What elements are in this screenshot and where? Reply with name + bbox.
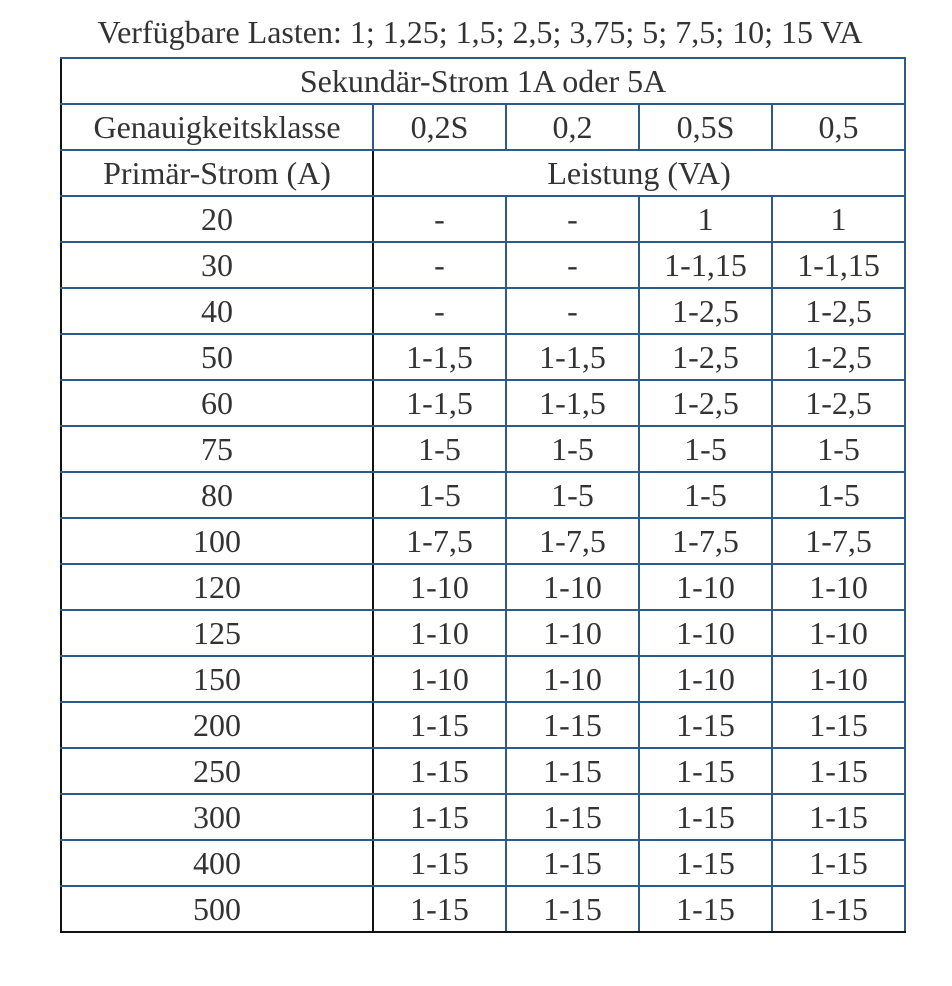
primary-current-cell: 125	[61, 610, 373, 656]
primary-current-row	[61, 150, 905, 196]
power-cell: 1-10	[506, 610, 639, 656]
power-cell: 1-2,5	[639, 334, 772, 380]
power-cell: 1-10	[506, 656, 639, 702]
class-header-0-5s: 0,5S	[639, 104, 772, 150]
primary-current-cell: 150	[61, 656, 373, 702]
primary-current-cell: 250	[61, 748, 373, 794]
table-row	[61, 426, 905, 472]
primary-current-cell: 60	[61, 380, 373, 426]
power-cell: 1-10	[639, 656, 772, 702]
power-cell: 1-1,5	[506, 380, 639, 426]
power-cell: 1-5	[373, 472, 506, 518]
power-cell: 1-5	[639, 426, 772, 472]
accuracy-class-row	[61, 104, 905, 150]
primary-current-cell: 120	[61, 564, 373, 610]
secondary-current-header: Sekundär-Strom 1A oder 5A	[61, 58, 905, 104]
table-row	[61, 886, 905, 932]
power-cell: 1-7,5	[639, 518, 772, 564]
power-cell: 1-2,5	[772, 334, 905, 380]
power-cell: 1-7,5	[772, 518, 905, 564]
power-cell: 1-10	[772, 564, 905, 610]
power-cell: 1-15	[772, 886, 905, 932]
table-row	[61, 656, 905, 702]
power-cell: 1-15	[772, 702, 905, 748]
power-cell: 1-10	[506, 564, 639, 610]
power-cell: 1-15	[506, 886, 639, 932]
table-row	[61, 564, 905, 610]
power-cell: -	[373, 242, 506, 288]
class-header-0-2: 0,2	[506, 104, 639, 150]
power-cell: 1-1,15	[639, 242, 772, 288]
loads-caption: Verfügbare Lasten: 1; 1,25; 1,5; 2,5; 3,75; 5; 7,5; 10; 15 VA	[97, 14, 863, 50]
power-cell: 1-2,5	[639, 288, 772, 334]
power-cell: -	[373, 288, 506, 334]
power-cell: 1-15	[373, 702, 506, 748]
table-row	[61, 794, 905, 840]
power-cell: 1-15	[639, 840, 772, 886]
primary-current-cell: 400	[61, 840, 373, 886]
power-cell: 1-1,5	[506, 334, 639, 380]
class-header-0-5: 0,5	[772, 104, 905, 150]
primary-current-cell: 50	[61, 334, 373, 380]
power-cell: 1-5	[639, 472, 772, 518]
accuracy-class-label: Genauigkeitsklasse	[61, 104, 373, 150]
power-cell: 1-5	[506, 472, 639, 518]
power-cell: 1-7,5	[373, 518, 506, 564]
power-cell: 1	[772, 196, 905, 242]
power-cell: 1-15	[373, 886, 506, 932]
class-header-0-2s: 0,2S	[373, 104, 506, 150]
power-cell: 1-15	[639, 886, 772, 932]
power-cell: 1-5	[772, 426, 905, 472]
table-row	[61, 518, 905, 564]
power-cell: 1-10	[639, 610, 772, 656]
power-cell: -	[506, 196, 639, 242]
power-cell: 1-1,15	[772, 242, 905, 288]
power-cell: 1-15	[506, 702, 639, 748]
power-cell: 1-2,5	[772, 288, 905, 334]
power-cell: 1-7,5	[506, 518, 639, 564]
power-cell: -	[373, 196, 506, 242]
table-row	[61, 610, 905, 656]
table-row	[61, 840, 905, 886]
primary-current-cell: 20	[61, 196, 373, 242]
power-cell: 1-15	[506, 794, 639, 840]
primary-current-cell: 300	[61, 794, 373, 840]
table-row	[61, 196, 905, 242]
table-row	[61, 702, 905, 748]
power-cell: 1-2,5	[639, 380, 772, 426]
power-cell: 1-15	[506, 748, 639, 794]
power-cell: 1-5	[772, 472, 905, 518]
table-row	[61, 748, 905, 794]
power-cell: 1-15	[373, 794, 506, 840]
power-cell: 1	[639, 196, 772, 242]
table-body	[61, 58, 905, 932]
power-cell: 1-10	[373, 564, 506, 610]
power-cell: 1-10	[639, 564, 772, 610]
power-cell: -	[506, 242, 639, 288]
primary-current-cell: 75	[61, 426, 373, 472]
power-cell: 1-10	[373, 656, 506, 702]
power-cell: 1-15	[373, 840, 506, 886]
power-label: Leistung (VA)	[373, 150, 905, 196]
power-cell: 1-2,5	[772, 380, 905, 426]
primary-current-cell: 40	[61, 288, 373, 334]
table-row	[61, 288, 905, 334]
power-cell: 1-5	[373, 426, 506, 472]
primary-current-cell: 200	[61, 702, 373, 748]
power-cell: 1-15	[639, 794, 772, 840]
power-cell: 1-10	[373, 610, 506, 656]
power-cell: 1-15	[373, 748, 506, 794]
power-cell: 1-15	[772, 748, 905, 794]
power-cell: 1-15	[772, 794, 905, 840]
power-cell: 1-1,5	[373, 380, 506, 426]
table-row	[61, 472, 905, 518]
primary-current-label: Primär-Strom (A)	[61, 150, 373, 196]
primary-current-cell: 30	[61, 242, 373, 288]
power-cell: -	[506, 288, 639, 334]
primary-current-cell: 80	[61, 472, 373, 518]
primary-current-cell: 100	[61, 518, 373, 564]
table-row	[61, 242, 905, 288]
power-cell: 1-15	[639, 702, 772, 748]
power-cell: 1-10	[772, 610, 905, 656]
power-cell: 1-5	[506, 426, 639, 472]
power-cell: 1-15	[772, 840, 905, 886]
power-cell: 1-1,5	[373, 334, 506, 380]
current-transformer-table	[60, 57, 906, 933]
table-row	[61, 380, 905, 426]
power-cell: 1-15	[639, 748, 772, 794]
power-cell: 1-10	[772, 656, 905, 702]
primary-current-cell: 500	[61, 886, 373, 932]
table-row	[61, 334, 905, 380]
power-cell: 1-15	[506, 840, 639, 886]
secondary-current-row	[61, 58, 905, 104]
